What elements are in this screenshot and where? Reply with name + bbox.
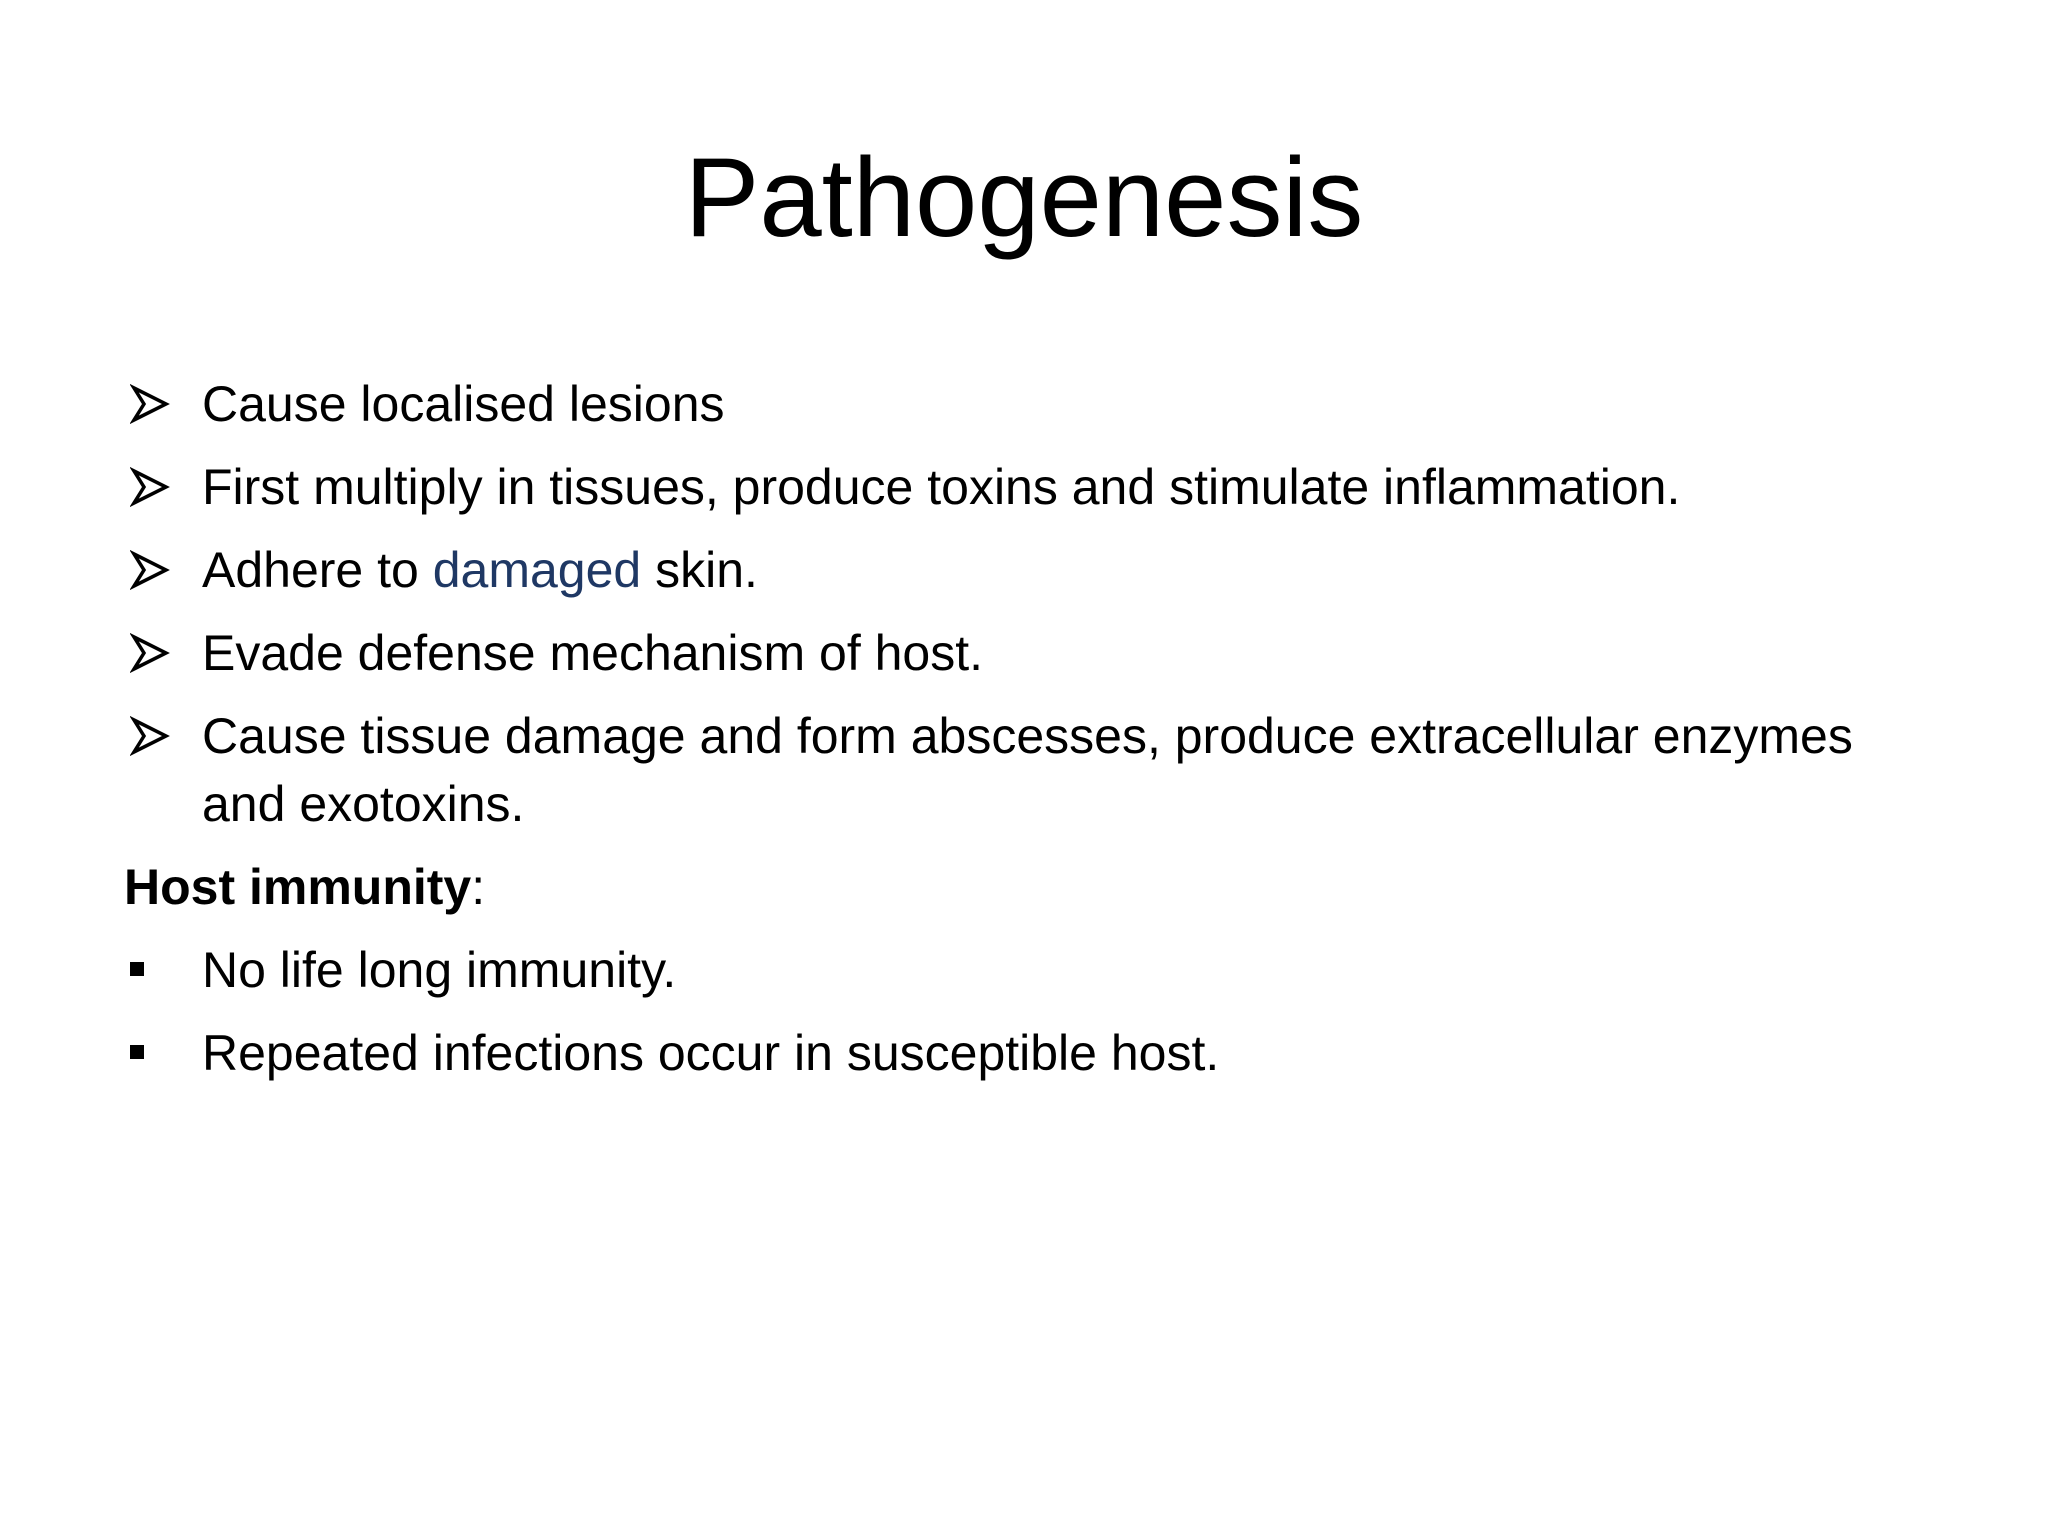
slide-body: [124, 370, 1924, 1102]
highlighted-word: damaged: [432, 542, 642, 598]
bullet-item-localised-lesions: [124, 370, 1924, 438]
arrowhead-bullet-icon: [130, 370, 170, 438]
bullet-text: No life long immunity.: [202, 942, 677, 998]
bullet-text: First multiply in tissues, produce toxins and stimulate inflammation.: [202, 459, 1681, 515]
bullet-item-tissue-damage: [124, 702, 1924, 838]
bullet-item-adhere: [124, 536, 1924, 604]
immunity-item-repeated: [124, 1019, 1924, 1087]
arrowhead-bullet-icon: [130, 702, 170, 770]
slide-title: Pathogenesis: [684, 135, 1364, 260]
arrowhead-bullet-icon: [130, 453, 170, 521]
immunity-item-no-lifelong: [124, 936, 1924, 1004]
bullet-text: Cause tissue damage and form abscesses, produce extracellular enzymes and exotoxins.: [202, 708, 1853, 832]
host-immunity-heading: [124, 853, 1924, 921]
bullet-item-evade: [124, 619, 1924, 687]
bullet-text-after: skin.: [641, 542, 758, 598]
bullet-text-before: Adhere to: [202, 542, 433, 598]
square-bullet-icon: [130, 1045, 144, 1059]
host-immunity-label: Host immunity: [124, 859, 472, 915]
arrowhead-bullet-icon: [130, 619, 170, 687]
host-immunity-colon: :: [471, 859, 486, 915]
bullet-text: Cause localised lesions: [202, 376, 725, 432]
bullet-item-multiply: [124, 453, 1924, 521]
square-bullet-icon: [130, 962, 144, 976]
arrowhead-bullet-icon: [130, 536, 170, 604]
bullet-text: Evade defense mechanism of host.: [202, 625, 984, 681]
bullet-text: Repeated infections occur in susceptible host.: [202, 1025, 1220, 1081]
